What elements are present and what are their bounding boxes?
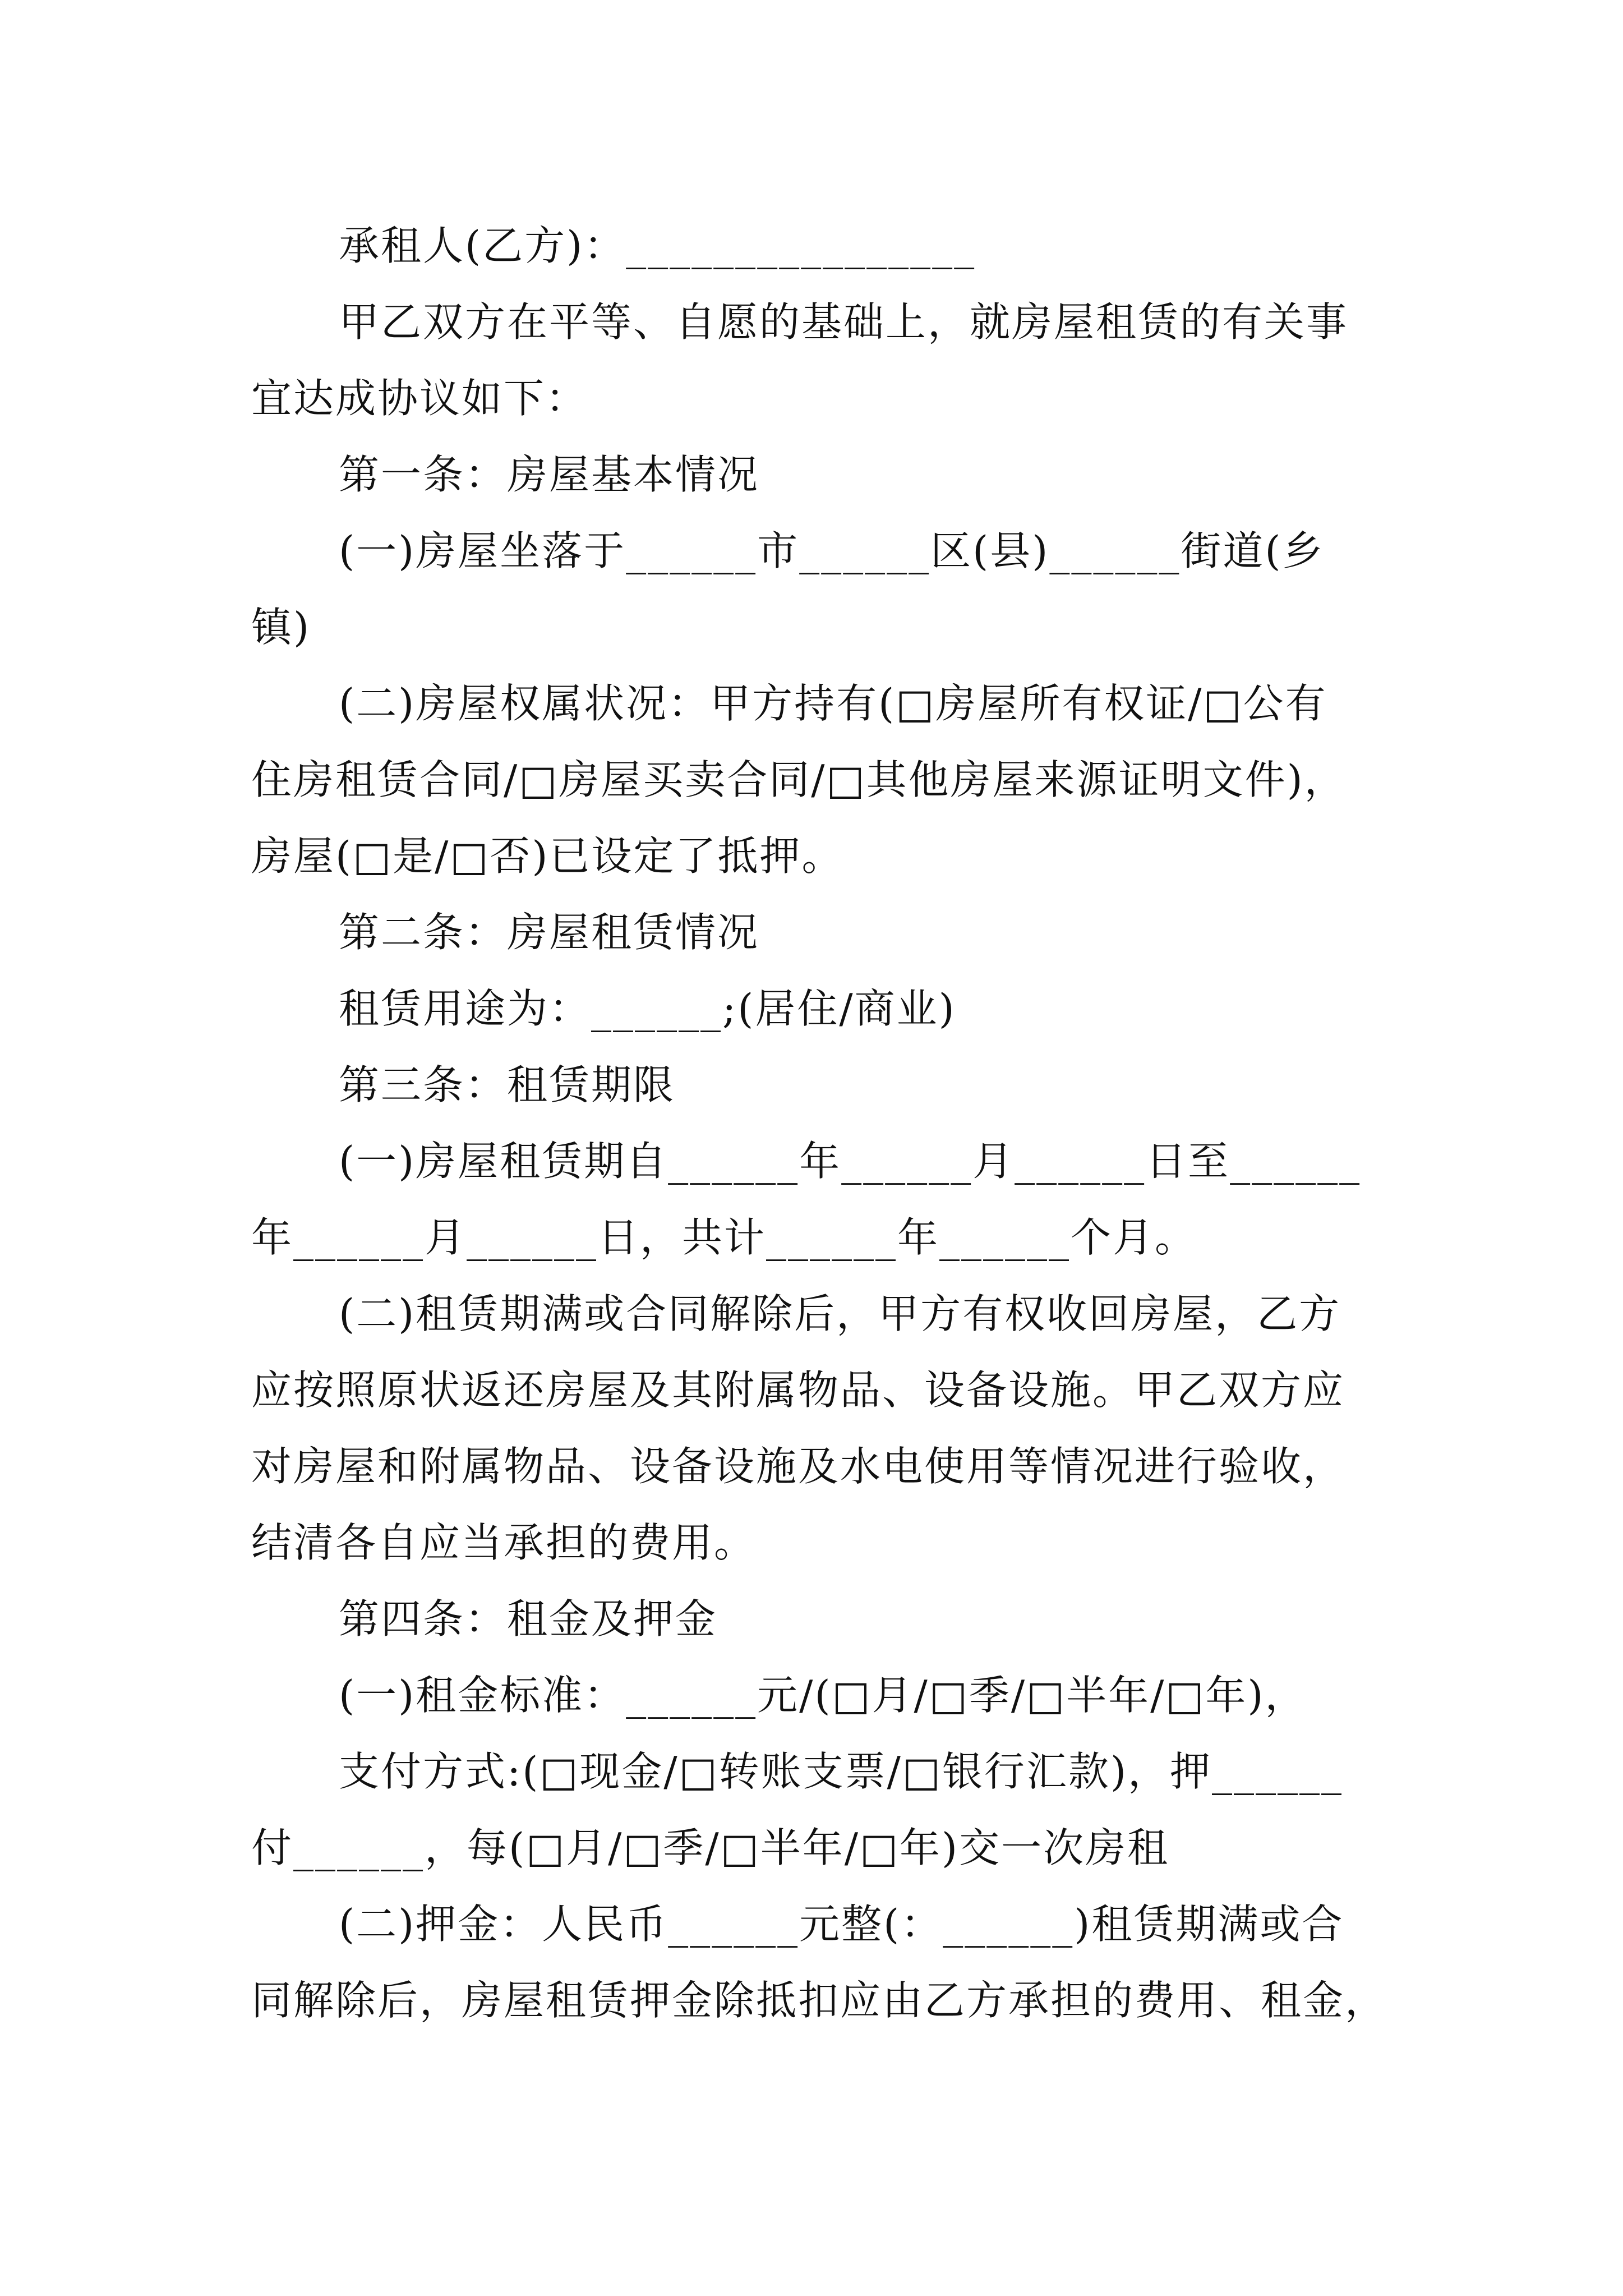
article-4-payment-line-2: 付______，每(□月/□季/□半年/□年)交一次房租: [251, 1824, 1170, 1871]
article-2-usage-line: 租赁用途为：______;(居住/商业): [339, 985, 956, 1032]
document-body: [251, 208, 1407, 2039]
article-3-item-2-line-1: (二)租赁期满或合同解除后，甲方有权收回房屋，乙方: [339, 1290, 1341, 1337]
article-4-item-2-line-2: 同解除后，房屋租赁押金除抵扣应由乙方承担的费用、租金，: [251, 1977, 1387, 2024]
agreement-intro-line-2: 宜达成协议如下：: [251, 375, 588, 422]
lessee-line: 承租人(乙方)：________________: [339, 222, 976, 269]
article-3-item-1-line-1: (一)房屋租赁期自______年______月______日至______: [339, 1138, 1362, 1185]
article-4-item-1-line-1: (一)租金标准：______元/(□月/□季/□半年/□年)，: [339, 1672, 1307, 1719]
article-1-item-2-line-2: 住房租赁合同/□房屋买卖合同/□其他房屋来源证明文件)，: [251, 756, 1347, 803]
article-4-item-2-line-1: (二)押金：人民币______元整(：______)租赁期满或合: [339, 1901, 1344, 1948]
article-1-heading: 第一条：房屋基本情况: [339, 451, 760, 498]
article-3-item-2-line-2: 应按照原状返还房屋及其附属物品、设备设施。甲乙双方应: [251, 1366, 1345, 1414]
article-2-heading: 第二条：房屋租赁情况: [339, 909, 760, 956]
article-1-item-2-line-1: (二)房屋权属状况：甲方持有(□房屋所有权证/□公有: [339, 680, 1327, 727]
article-3-item-2-line-3: 对房屋和附属物品、设备设施及水电使用等情况进行验收，: [251, 1443, 1345, 1490]
article-1-item-1-line-1: (一)房屋坐落于______市______区(县)______街道(乡: [339, 527, 1325, 574]
article-3-item-1-line-2: 年______月______日，共计______年______个月。: [251, 1214, 1197, 1261]
agreement-intro-line-1: 甲乙双方在平等、自愿的基础上，就房屋租赁的有关事: [339, 298, 1349, 346]
article-1-item-1-line-2: 镇): [251, 604, 311, 651]
article-3-item-2-line-4: 结清各自应当承担的费用。: [251, 1519, 757, 1566]
article-1-item-2-line-3: 房屋(□是/□否)已设定了抵押。: [251, 832, 844, 880]
article-3-heading: 第三条：租赁期限: [339, 1061, 676, 1108]
article-4-payment-line-1: 支付方式:(□现金/□转账支票/□银行汇款)，押______: [339, 1748, 1344, 1795]
article-4-heading: 第四条：租金及押金: [339, 1595, 718, 1642]
